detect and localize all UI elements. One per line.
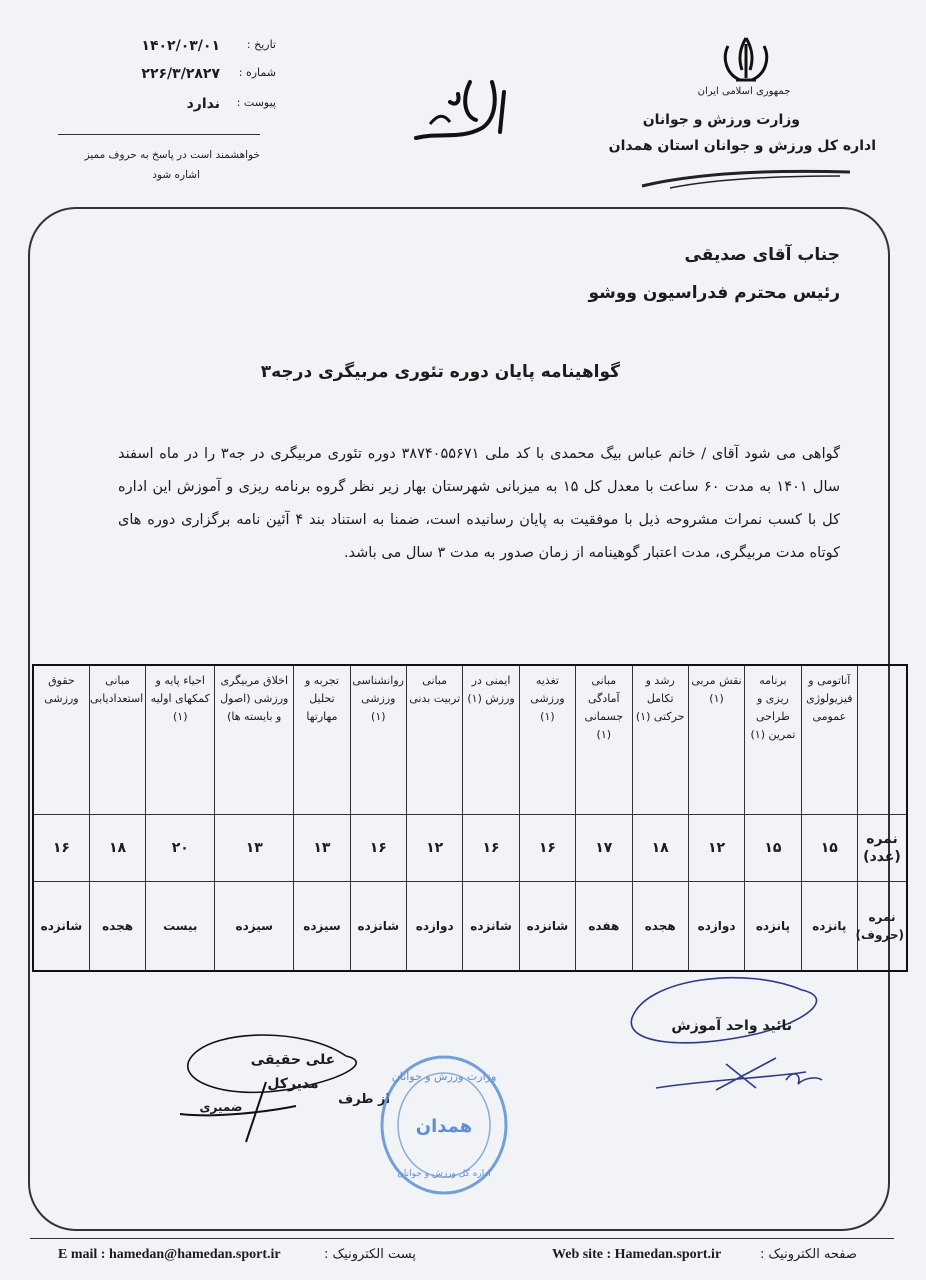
words-cell: سیزده [215,882,294,972]
words-cell: شانزده [463,882,519,972]
stamp-bottom-text: اداره کل ورزش و جوانان [397,1169,491,1179]
score-cell: ۲۰ [146,815,215,882]
subject-cell: اخلاق مربیگری ورزشی (اصول و بایسته ها) [215,665,294,815]
office-name: اداره کل ورزش و جوانان استان همدان [608,138,876,154]
subject-cell: تجربه و تحلیل مهارتها [294,665,350,815]
date-value: ۱۴۰۲/۰۳/۰۱ [141,38,220,54]
footer-email-label: پست الکترونیک : [324,1247,416,1262]
words-cell: هجده [632,882,688,972]
score-cell: ۱۷ [576,815,632,882]
bismillah-calligraphy [410,62,508,154]
attachment-row [40,96,276,112]
subject-cell: مبانی استعدادیابی [89,665,145,815]
official-stamp [374,1050,514,1200]
subject-cell: آناتومی و فیزیولوژی عمومی [801,665,857,815]
recipient-title: رئیس محترم فدراسیون ووشو [588,283,840,303]
subject-cell: حقوق ورزشی [33,665,89,815]
subject-cell: رشد و تکامل حرکتی (۱) [632,665,688,815]
reply-note-line1: خواهشمند است در پاسخ به حروف ممیز [84,149,260,161]
words-cell: بیست [146,882,215,972]
on-behalf-label: از طرف [338,1092,390,1107]
date-label: تاریخ : [246,38,276,51]
words-cell: دوازده [407,882,463,972]
certificate-title: گواهینامه پایان دوره تئوری مربیگری درجه۳ [260,362,620,382]
attachment-label: پیوست : [236,96,276,109]
footer-website-label: صفحه الکترونیک : [760,1247,857,1262]
attachment-value: ندارد [186,96,220,112]
stamp-text: وزارت ورزش و جوانان [391,1070,497,1083]
reply-note-line2: اشاره شود [152,169,200,181]
score-cell: ۱۶ [519,815,575,882]
signer-note: ضمیری [199,1100,243,1114]
iran-emblem-icon [714,34,778,88]
words-cell: شانزده [33,882,89,972]
words-cell: پانزده [801,882,857,972]
reply-note [40,145,260,185]
score-cell: ۱۶ [33,815,89,882]
approval-label: تائید واحد آموزش [671,1018,792,1034]
score-words-row [33,882,907,972]
signer-title: مدیرکل [267,1076,319,1092]
country-name: جمهوری اسلامی ایران [697,86,791,97]
score-cell: ۱۶ [463,815,519,882]
header-rule [640,166,852,190]
footer-website: Web site : Hamedan.sport.ir [552,1247,722,1262]
subject-row [33,665,907,815]
footer-email: E mail : hamedan@hamedan.sport.ir [58,1247,281,1262]
ministry-name: وزارت ورزش و جوانان [642,112,800,128]
date-row [40,38,276,54]
score-cell: ۱۵ [745,815,801,882]
subject-cell: مبانی آمادگی جسمانی (۱) [576,665,632,815]
grades-table [32,664,908,972]
subject-cell: برنامه ریزی و طراحی تمرین (۱) [745,665,801,815]
words-cell: سیزده [294,882,350,972]
words-cell: شانزده [350,882,406,972]
words-cell: پانزده [745,882,801,972]
subject-cell: ایمنی در ورزش (۱) [463,665,519,815]
subject-cell: نقش مربی (۱) [688,665,744,815]
score-cell: ۱۵ [801,815,857,882]
subject-cell: تغذیه ورزشی (۱) [519,665,575,815]
score-cell: ۱۲ [407,815,463,882]
number-label: شماره : [238,66,276,79]
words-cell: دوازده [688,882,744,972]
score-numeric-row [33,815,907,882]
score-cell: ۱۳ [294,815,350,882]
recipient-name: جناب آقای صدیقی [684,245,840,265]
subject-cell: احیاء پایه و کمکهای اولیه (۱) [146,665,215,815]
subject-cell: مبانی تربیت بدنی [407,665,463,815]
corner-cell [858,665,908,815]
stamp-center-text: همدان [415,1116,473,1137]
meta-divider [58,134,260,135]
score-cell: ۱۲ [688,815,744,882]
words-cell: شانزده [519,882,575,972]
score-cell: ۱۸ [89,815,145,882]
subject-cell: روانشناسی ورزشی (۱) [350,665,406,815]
score-numeric-label: نمره (عدد) [858,815,908,882]
number-row [40,66,276,82]
signer-name: علی حقیقی [250,1052,336,1068]
number-value: ۲۲۶/۳/۲۸۲۷ [141,66,220,82]
score-cell: ۱۸ [632,815,688,882]
score-words-label: نمره (حروف) [858,882,908,972]
score-cell: ۱۳ [215,815,294,882]
certificate-body: گواهی می شود آقای / خانم عباس بیگ محمدی با کد ملی ۳۸۷۴۰۵۵۶۷۱ دوره تئوری مربیگری در جه۳ را در ماه اسفند سال ۱۴۰۱ به مدت ۶۰ ساعت با معدل کل ۱۵ به میزبانی شهرستان بهار زیر نظر گروه برنامه ریزی و آموزش این اداره کل با کسب نمرات مشروحه ذیل با موفقیت به پایان رسانیده است، ضمنا به استناد بند ۴ آئین نامه برگزاری دوره های کوتاه مدت مربیگری، مدت اعتبار گوهینامه از زمان صدور به مدت ۳ سال می باشد. [118,446,841,561]
words-cell: هفده [576,882,632,972]
words-cell: هجده [89,882,145,972]
score-cell: ۱۶ [350,815,406,882]
